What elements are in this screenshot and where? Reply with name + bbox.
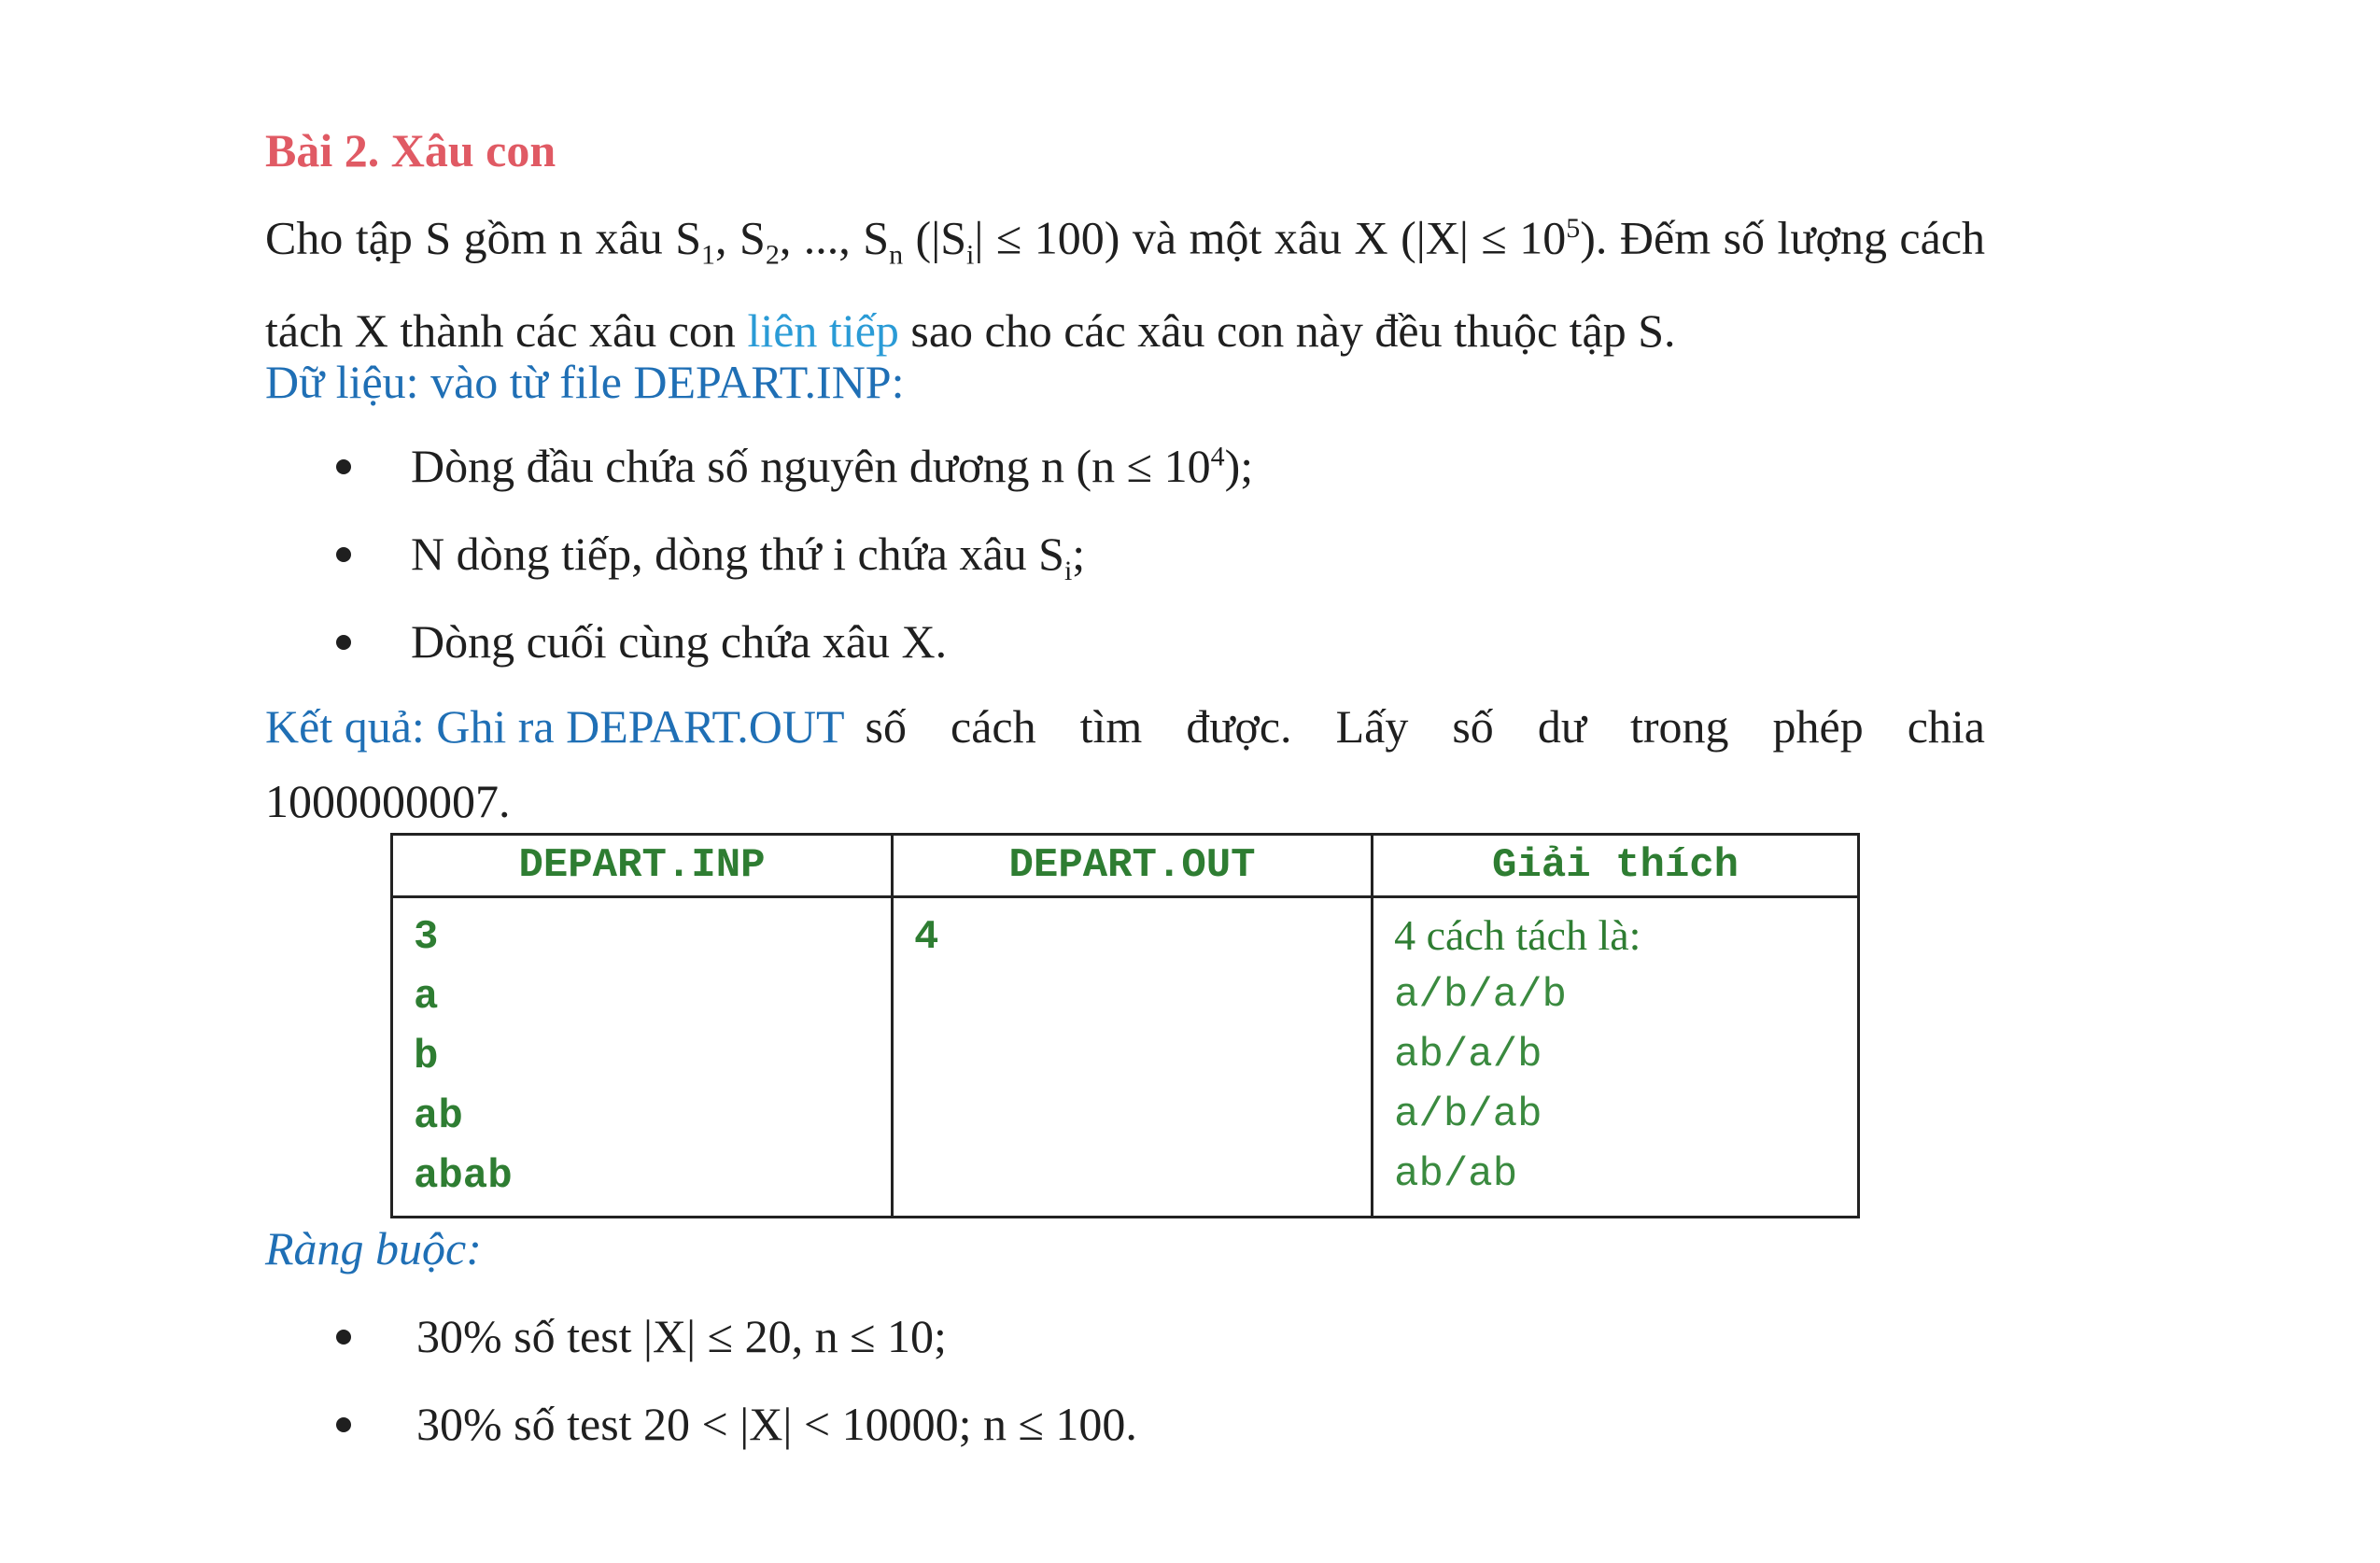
modulus-value: 1000000007. [265, 775, 511, 827]
explain-line: a/b/ab [1394, 1091, 1542, 1138]
superscript-5: 5 [1566, 213, 1581, 244]
bullet-icon [336, 1417, 351, 1432]
bullet-icon [336, 1330, 351, 1345]
intro-text-4: ). Đếm số lượng cách tách X thành các xâu con [265, 211, 1986, 357]
subscript-i: i [966, 239, 975, 271]
intro-text-1: Cho tập S gồm n xâu S [265, 211, 702, 264]
explain-line: ab/a/b [1394, 1032, 1542, 1078]
problem-title: Bài 2. Xâu con [265, 124, 556, 176]
output-line-1 [265, 689, 1985, 764]
example-table [390, 833, 1860, 1206]
b1-sup: 4 [1210, 441, 1225, 472]
input-line: 3 [414, 914, 439, 961]
input-line: b [414, 1034, 439, 1080]
input-line: abab [414, 1153, 513, 1200]
output-value: 4 [914, 914, 939, 961]
explain-line: a/b/a/b [1394, 972, 1567, 1019]
b1-post: ); [1224, 440, 1254, 492]
constraint-text: 30% số test |X| ≤ 20, n ≤ 10; [416, 1310, 947, 1362]
output-text: số cách tìm được. Lấy số dư trong phép chia [865, 700, 1985, 753]
bullet-text: Dòng cuối cùng chứa xâu X. [411, 615, 948, 668]
table-header-row [392, 835, 1859, 897]
explain-title: 4 cách tách là: [1394, 911, 1641, 959]
constraints-heading: Ràng buộc: [265, 1222, 482, 1274]
explain-cell [1373, 897, 1859, 1218]
header-input: DEPART.INP [392, 835, 893, 897]
input-line: ab [414, 1093, 463, 1140]
subscript-1: 1 [701, 239, 716, 271]
bullet-text [411, 439, 1253, 493]
input-line: a [414, 974, 439, 1021]
b2-sub: i [1063, 556, 1073, 586]
subscript-2: 2 [765, 239, 780, 271]
b2-post: ; [1072, 528, 1086, 580]
table-row [392, 897, 1859, 1218]
intro-text-5: sao cho các xâu con này đều thuộc tập S. [898, 303, 1676, 357]
highlight-contiguous: liên tiếp [747, 303, 899, 357]
intro-text-3: | ≤ 100) và một xâu X (|X| ≤ 10 [974, 211, 1567, 264]
bullet-icon [336, 459, 351, 474]
constraint-text: 30% số test 20 < |X| < 10000; n ≤ 100. [416, 1398, 1137, 1450]
header-explain: Giải thích [1373, 835, 1859, 897]
subscript-n: n [889, 239, 904, 271]
b2-pre: N dòng tiếp, dòng thứ i chứa xâu S [411, 528, 1064, 580]
header-output: DEPART.OUT [893, 835, 1373, 897]
bullet-icon [336, 635, 351, 650]
input-heading: Dữ liệu: vào từ file DEPART.INP: [265, 356, 905, 408]
intro-sep-2: , ..., S [779, 211, 890, 264]
intro-sep-1: , S [715, 211, 766, 264]
output-cell [893, 897, 1373, 1218]
output-label: Kết quả: Ghi ra DEPART.OUT [265, 700, 845, 753]
bullet-text [411, 527, 1085, 587]
b1-pre: Dòng đầu chứa số nguyên dương n (n ≤ 10 [411, 440, 1211, 492]
input-cell [392, 897, 893, 1218]
explain-line: ab/ab [1394, 1151, 1518, 1198]
bullet-icon [336, 547, 351, 562]
output-description [265, 689, 1985, 838]
intro-text-2: (|S [903, 211, 967, 264]
problem-statement [265, 191, 1985, 368]
